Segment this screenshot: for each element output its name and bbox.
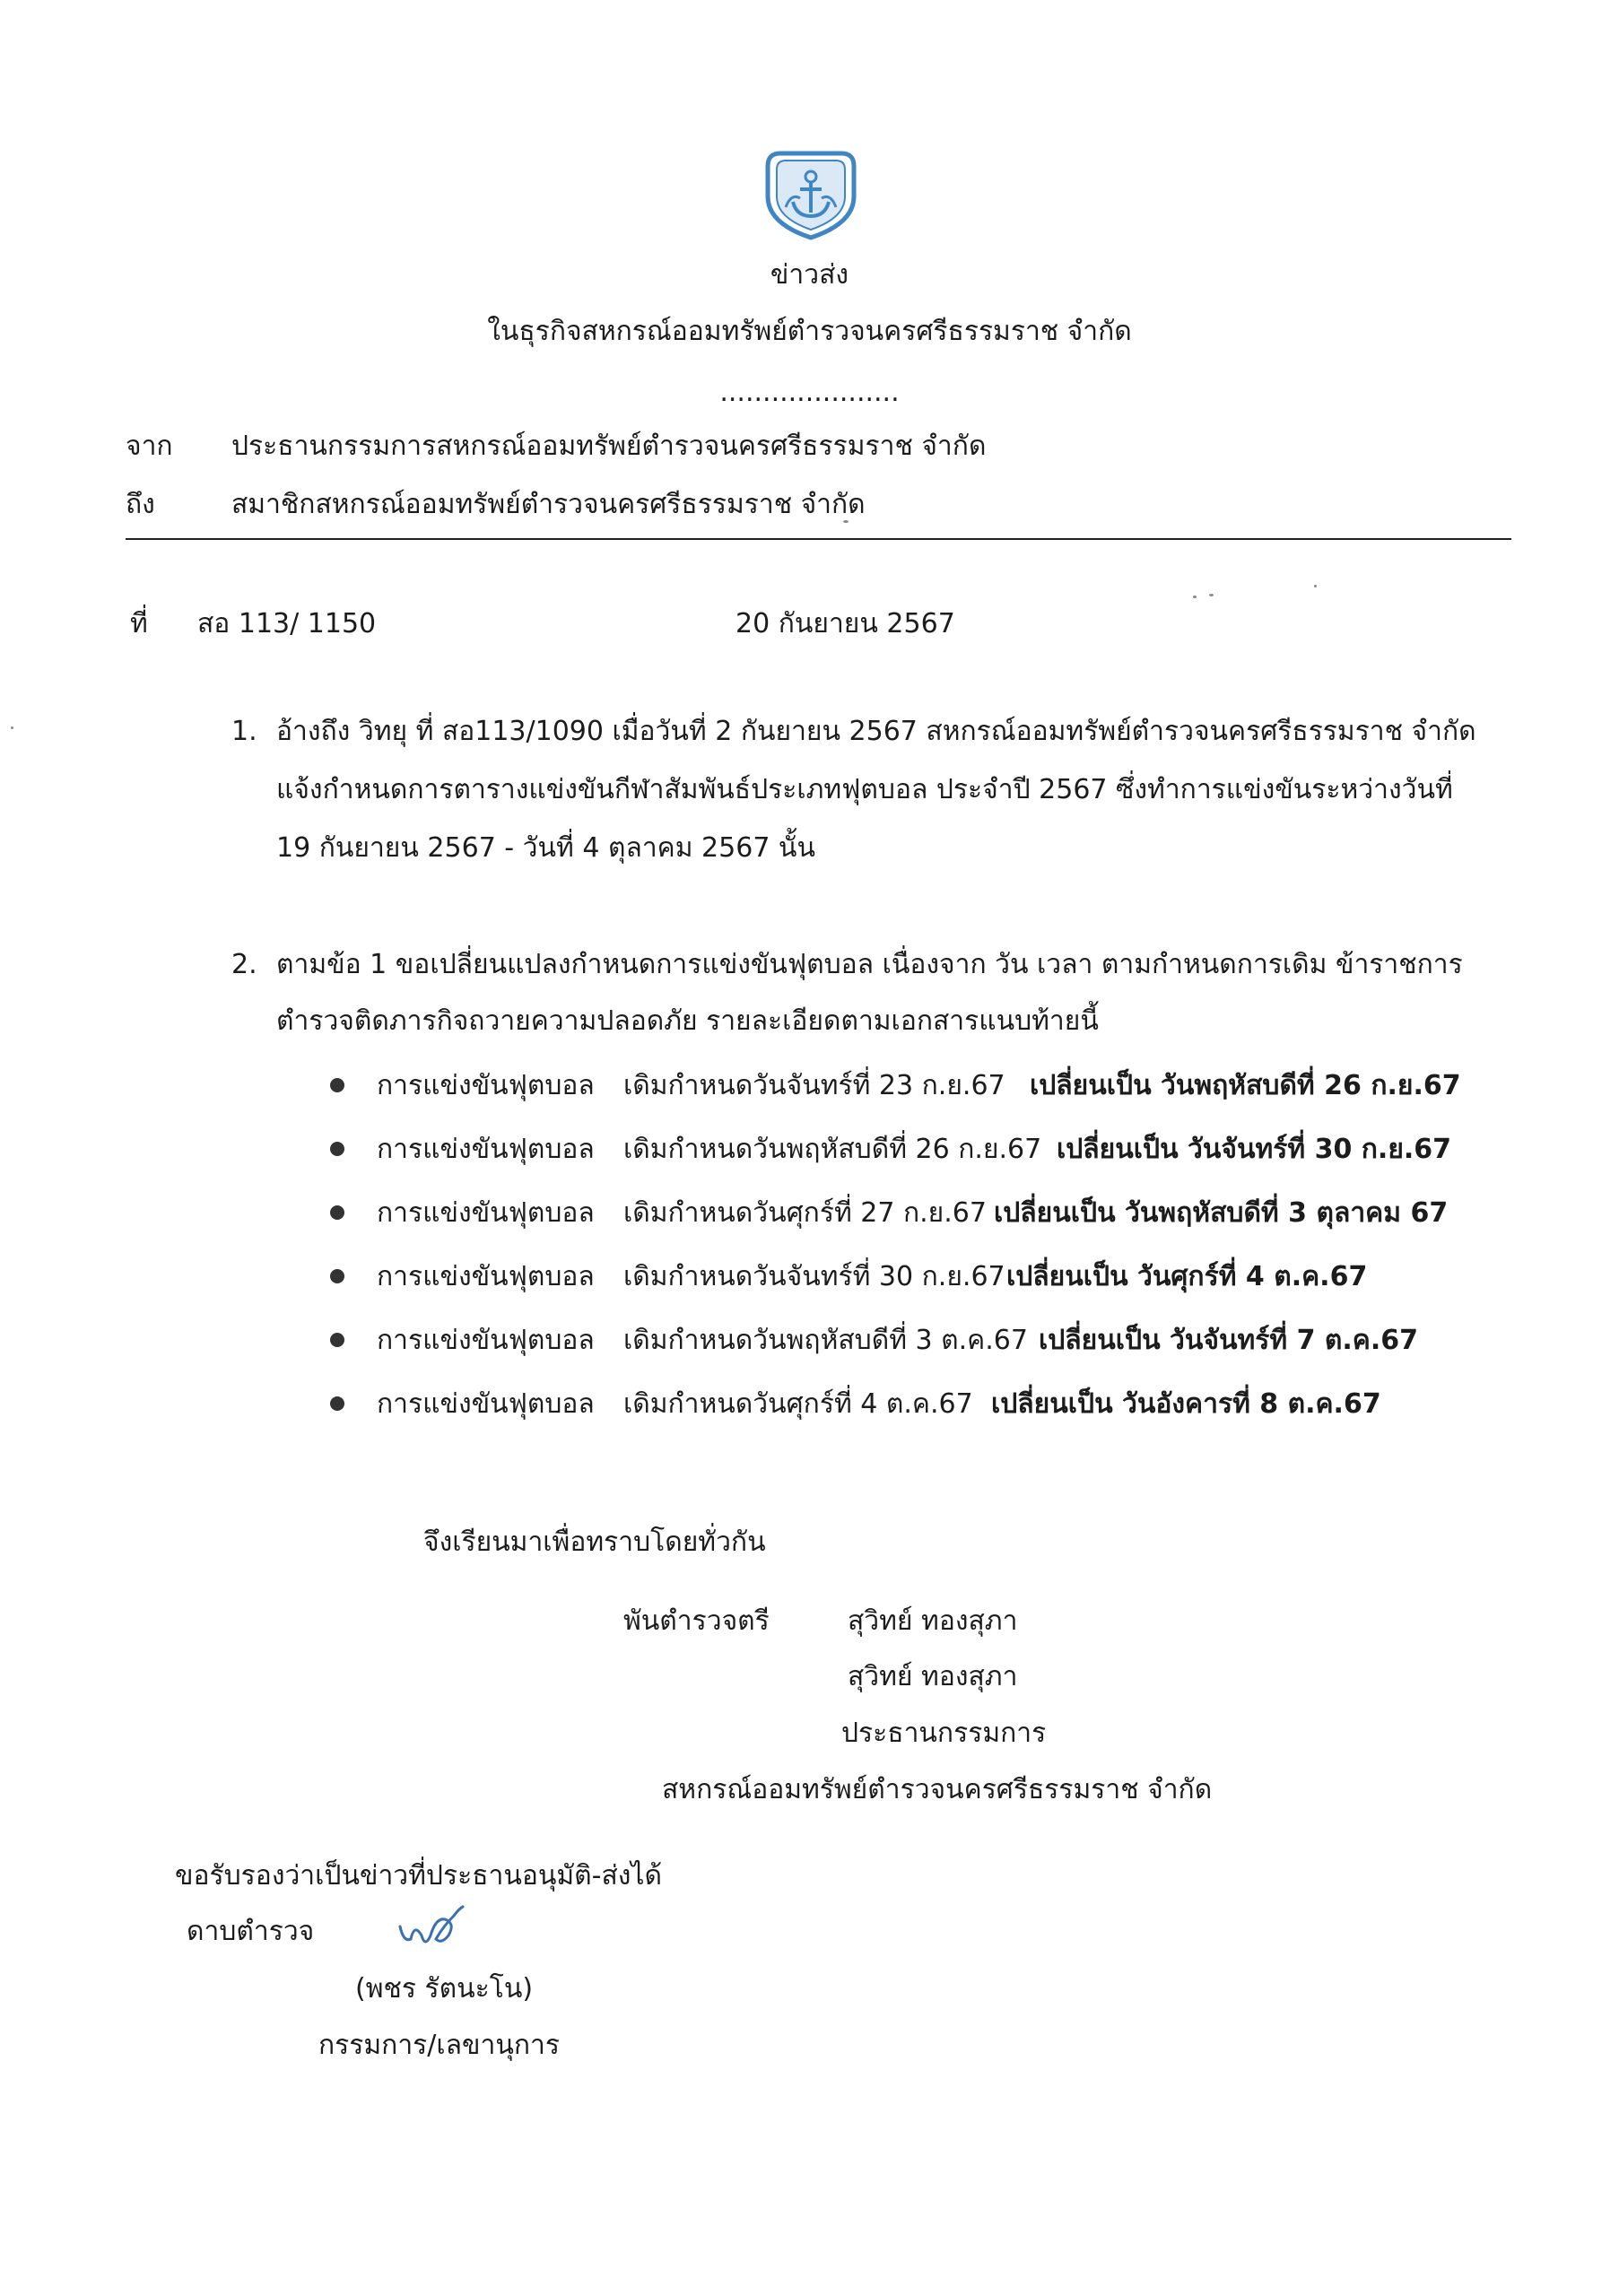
item1-line3: 19 กันยายน 2567 - วันที่ 4 ตุลาคม 2567 นั้น [276,832,815,864]
bullet-original: เดิมกำหนดวันพฤหัสบดีที่ 26 ก.ย.67 [623,1134,1042,1165]
certifier-rank: ดาบตำรวจ [187,1916,315,1947]
bullet-label: การแข่งขันฟุตบอล [377,1388,595,1420]
to-label: ถึง [126,489,155,520]
to-value: สมาชิกสหกรณ์ออมทรัพย์ตำรวจนครศรีธรรมราช จำกัด [231,489,866,520]
bullet-icon [330,1269,344,1283]
bullet-icon [330,1333,344,1347]
bullet-icon [330,1396,344,1411]
organization-emblem [761,148,861,242]
certifier-position: กรรมการ/เลขานุการ [318,2030,561,2061]
ref-label: ที่ [130,608,148,639]
bullet-icon [330,1078,344,1092]
bullet-change: เปลี่ยนเป็น วันจันทร์ที่ 30 ก.ย.67 [1057,1134,1452,1165]
document-subtitle: ในธุรกิจสหกรณ์ออมทรัพย์ตำรวจนครศรีธรรมราช จำกัด [487,316,1132,347]
item1-number: 1. [231,716,257,747]
bullet-label: การแข่งขันฟุตบอล [377,1134,595,1165]
bullet-label: การแข่งขันฟุตบอล [377,1197,595,1229]
signatory-organization: สหกรณ์ออมทรัพย์ตำรวจนครศรีธรรมราช จำกัด [662,1774,1213,1805]
handwritten-signature [395,1900,466,1953]
ref-date: 20 กันยายน 2567 [736,608,955,639]
item2-line1: ตามข้อ 1 ขอเปลี่ยนแปลงกำหนดการแข่งขันฟุตบอล เนื่องจาก วัน เวลา ตามกำหนดการเดิม ข้าราชการ [276,949,1463,980]
certification-text: ขอรับรองว่าเป็นข่าวที่ประธานอนุมัติ-ส่งได้ [175,1860,663,1892]
ref-number: สอ 113/ 1150 [197,608,377,639]
signatory-name: สุวิทย์ ทองสุภา [848,1661,1018,1692]
scan-speck [11,726,13,729]
bullet-original: เดิมกำหนดวันศุกร์ที่ 4 ต.ค.67 [623,1388,973,1420]
bullet-label: การแข่งขันฟุตบอล [377,1261,595,1292]
bullet-original: เดิมกำหนดวันจันทร์ที่ 23 ก.ย.67 [623,1070,1005,1101]
bullet-change: เปลี่ยนเป็น วันจันทร์ที่ 7 ต.ค.67 [1039,1325,1418,1356]
from-label: จาก [126,430,173,462]
bullet-change: เปลี่ยนเป็น วันอังคารที่ 8 ต.ค.67 [991,1388,1381,1420]
closing-text: จึงเรียนมาเพื่อทราบโดยทั่วกัน [423,1526,766,1558]
bullet-original: เดิมกำหนดวันจันทร์ที่ 30 ก.ย.67 [623,1261,1005,1292]
bullet-change: เปลี่ยนเป็น วันพฤหัสบดีที่ 26 ก.ย.67 [1030,1070,1461,1101]
scan-speck [843,520,849,523]
bullet-icon [330,1205,344,1220]
header-dots: ..................... [719,377,900,408]
bullet-icon [330,1142,344,1156]
scan-speck [1193,596,1197,598]
item2-number: 2. [231,949,257,980]
bullet-change: เปลี่ยนเป็น วันศุกร์ที่ 4 ต.ค.67 [1006,1261,1368,1292]
certifier-name: (พชร รัตนะโน) [355,1973,534,2005]
signatory-signed-name: สุวิทย์ ทองสุภา [848,1605,1018,1637]
scan-speck [1314,585,1317,587]
document-title: ข่าวส่ง [770,259,849,291]
bullet-change: เปลี่ยนเป็น วันพฤหัสบดีที่ 3 ตุลาคม 67 [994,1197,1449,1229]
item1-line1: อ้างถึง วิทยุ ที่ สอ113/1090 เมื่อวันที่ 2 กันยายน 2567 สหกรณ์ออมทรัพย์ตำรวจนครศรีธรรมราช จำกัด [276,716,1476,747]
bullet-original: เดิมกำหนดวันพฤหัสบดีที่ 3 ต.ค.67 [623,1325,1028,1356]
scan-speck [1209,594,1214,596]
item2-line2: ตำรวจติดภารกิจถวายความปลอดภัย รายละเอียดตามเอกสารแนบท้ายนี้ [276,1005,1099,1037]
bullet-original: เดิมกำหนดวันศุกร์ที่ 27 ก.ย.67 [623,1197,987,1229]
signatory-rank: พันตำรวจตรี [623,1605,770,1637]
from-value: ประธานกรรมการสหกรณ์ออมทรัพย์ตำรวจนครศรีธรรมราช จำกัด [231,430,987,462]
item1-line2: แจ้งกำหนดการตารางแข่งขันกีฬาสัมพันธ์ประเภทฟุตบอล ประจำปี 2567 ซึ่งทำการแข่งขันระหว่างวันที่ [276,774,1453,805]
bullet-label: การแข่งขันฟุตบอล [377,1070,595,1101]
signatory-position: ประธานกรรมการ [841,1718,1047,1749]
bullet-label: การแข่งขันฟุตบอล [377,1325,595,1356]
header-divider [126,538,1511,540]
